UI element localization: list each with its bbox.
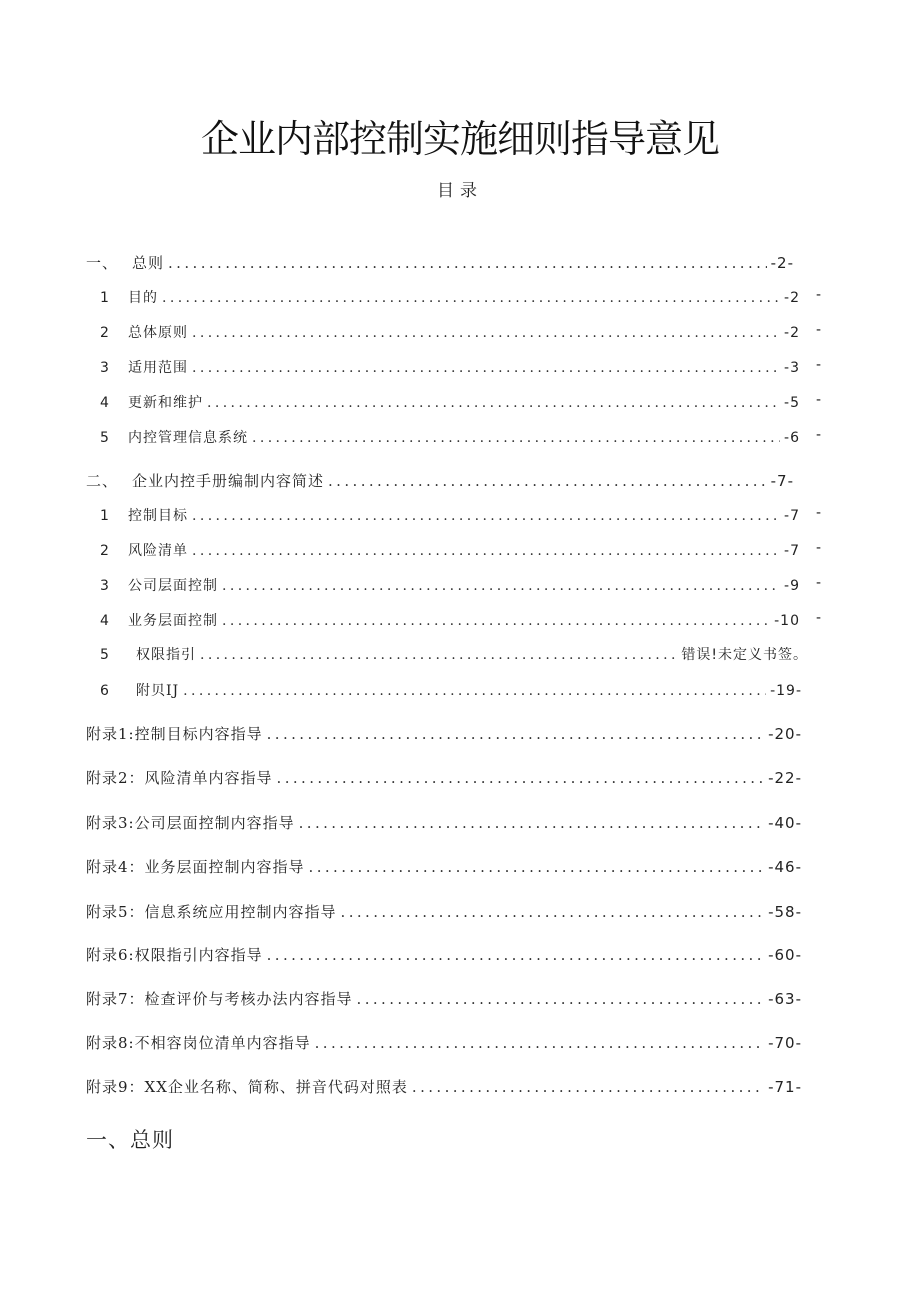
toc-entry-ic-info-system[interactable]: [100, 427, 800, 447]
toc-entry-business-level-control[interactable]: [100, 610, 800, 630]
toc-entry-appendix-2[interactable]: [86, 767, 802, 788]
toc-entry-page: -5: [784, 395, 800, 411]
dot-leader: [267, 725, 764, 743]
toc-entry-appendix-5[interactable]: [86, 901, 802, 922]
dot-leader: [183, 683, 766, 699]
toc-entry-page: -2: [784, 290, 800, 306]
toc-entry-label: 内控管理信息系统: [128, 430, 248, 446]
toc-entry-number: 2: [100, 543, 110, 559]
dot-leader: [341, 903, 765, 921]
toc-entry-tail: -: [816, 392, 822, 408]
toc-entry-number: 2: [100, 325, 110, 341]
toc-entry-appendix-4[interactable]: [86, 856, 802, 877]
toc-entry-number: 一、: [86, 254, 119, 272]
toc-entry-tail: -: [816, 610, 822, 626]
toc-entry-company-level-control[interactable]: [100, 575, 800, 595]
dot-leader: [192, 325, 780, 341]
toc-entry-appendix-1[interactable]: [86, 723, 802, 744]
toc-entry-purpose[interactable]: [100, 287, 800, 307]
toc-entry-page: -19-: [770, 683, 802, 699]
toc-entry-authority-guide[interactable]: [100, 644, 808, 664]
dot-leader: [192, 360, 780, 376]
dot-leader: [315, 1034, 764, 1052]
toc-entry-label: 总则: [132, 254, 165, 272]
toc-entry-tail: -: [816, 427, 822, 443]
dot-leader: [207, 395, 780, 411]
toc-entry-page: -3: [784, 360, 800, 376]
toc-entry-page: -70-: [768, 1034, 802, 1052]
toc-entry-label: 权限指引: [136, 647, 196, 663]
toc-entry-appendix-7[interactable]: [86, 988, 802, 1009]
toc-entry-control-objectives[interactable]: [100, 505, 800, 525]
toc-entry-page: -58-: [768, 903, 802, 921]
dot-leader: [267, 946, 764, 964]
toc-entry-label: 企业内控手册编制内容简述: [132, 472, 325, 490]
toc-entry-number: 4: [100, 613, 110, 629]
dot-leader: [222, 613, 770, 629]
toc-entry-label: 业务层面控制: [128, 613, 218, 629]
toc-entry-label: 附录2：风险清单内容指导: [86, 769, 273, 787]
toc-entry-label: 附录4：业务层面控制内容指导: [86, 858, 305, 876]
dot-leader: [222, 578, 780, 594]
toc-entry-tail: -: [816, 322, 822, 338]
toc-entry-number: 3: [100, 578, 110, 594]
toc-entry-label: 更新和维护: [128, 395, 203, 411]
toc-entry-page: -2-: [770, 254, 794, 272]
toc-entry-general[interactable]: [86, 252, 794, 273]
toc-entry-page: -7: [784, 543, 800, 559]
toc-entry-label: 附贝IJ: [136, 683, 180, 699]
toc-entry-label: 附录8:不相容岗位清单内容指导: [86, 1034, 311, 1052]
dot-leader: [357, 990, 765, 1008]
toc-entry-page: -63-: [768, 990, 802, 1008]
dot-leader: [200, 647, 677, 663]
toc-entry-page: -22-: [768, 769, 802, 787]
toc-entry-tail: -: [816, 575, 822, 591]
dot-leader: [277, 769, 765, 787]
toc-entry-label: 目的: [128, 290, 158, 306]
toc-entry-number: 二、: [86, 472, 119, 490]
toc-entry-appendix-8[interactable]: [86, 1032, 802, 1053]
toc-entry-page: -60-: [768, 946, 802, 964]
toc-entry-page: -6: [784, 430, 800, 446]
toc-entry-appendix-3[interactable]: [86, 812, 802, 833]
toc-entry-number: 4: [100, 395, 110, 411]
toc-entry-overall-principles[interactable]: [100, 322, 800, 342]
toc-entry-label: 附录7：检查评价与考核办法内容指导: [86, 990, 353, 1008]
toc-entry-page: -7: [784, 508, 800, 524]
toc-entry-label: 附录3:公司层面控制内容指导: [86, 814, 295, 832]
toc-entry-page: 错误!未定义书签。: [681, 647, 808, 663]
toc-entry-page: -2: [784, 325, 800, 341]
toc-entry-label: 控制目标: [128, 508, 188, 524]
toc-entry-update-maintenance[interactable]: [100, 392, 800, 412]
toc-entry-number: 1: [100, 290, 110, 306]
toc-entry-scope[interactable]: [100, 357, 800, 377]
dot-leader: [168, 254, 767, 272]
document-title: 企业内部控制实施细则指导意见: [200, 117, 719, 161]
toc-entry-number: 1: [100, 508, 110, 524]
dot-leader: [192, 508, 780, 524]
toc-entry-label: 附录1:控制目标内容指导: [86, 725, 263, 743]
section-heading: 一、总则: [86, 1128, 174, 1152]
dot-leader: [192, 543, 780, 559]
toc-entry-risk-list[interactable]: [100, 540, 800, 560]
toc-heading: 目录: [437, 181, 483, 201]
toc-entry-tail: -: [816, 287, 822, 303]
toc-entry-page: -71-: [768, 1078, 802, 1096]
toc-entry-number: 5: [100, 430, 110, 446]
dot-leader: [299, 814, 764, 832]
toc-entry-page: -20-: [768, 725, 802, 743]
toc-entry-label: 附录5：信息系统应用控制内容指导: [86, 903, 337, 921]
dot-leader: [309, 858, 765, 876]
toc-entry-tail: -: [816, 357, 822, 373]
toc-entry-appendix[interactable]: [100, 680, 802, 700]
toc-entry-tail: -: [816, 505, 822, 521]
toc-entry-tail: -: [816, 540, 822, 556]
toc-entry-page: -9: [784, 578, 800, 594]
toc-entry-page: -40-: [768, 814, 802, 832]
dot-leader: [162, 290, 780, 306]
toc-entry-manual-overview[interactable]: [86, 470, 794, 491]
toc-entry-label: 附录6:权限指引内容指导: [86, 946, 263, 964]
toc-entry-label: 总体原则: [128, 325, 188, 341]
toc-entry-label: 公司层面控制: [128, 578, 218, 594]
toc-entry-appendix-9[interactable]: [86, 1076, 802, 1097]
toc-entry-label: 风险清单: [128, 543, 188, 559]
toc-entry-page: -7-: [770, 472, 794, 490]
toc-entry-label: 附录9：XX企业名称、简称、拼音代码对照表: [86, 1078, 408, 1096]
dot-leader: [412, 1078, 764, 1096]
toc-entry-number: 3: [100, 360, 110, 376]
toc-entry-label: 适用范围: [128, 360, 188, 376]
toc-entry-page: -10: [774, 613, 800, 629]
dot-leader: [252, 430, 780, 446]
toc-entry-appendix-6[interactable]: [86, 944, 802, 965]
toc-entry-page: -46-: [768, 858, 802, 876]
toc-entry-number: 5: [100, 647, 110, 663]
dot-leader: [328, 472, 767, 490]
toc-entry-number: 6: [100, 683, 110, 699]
